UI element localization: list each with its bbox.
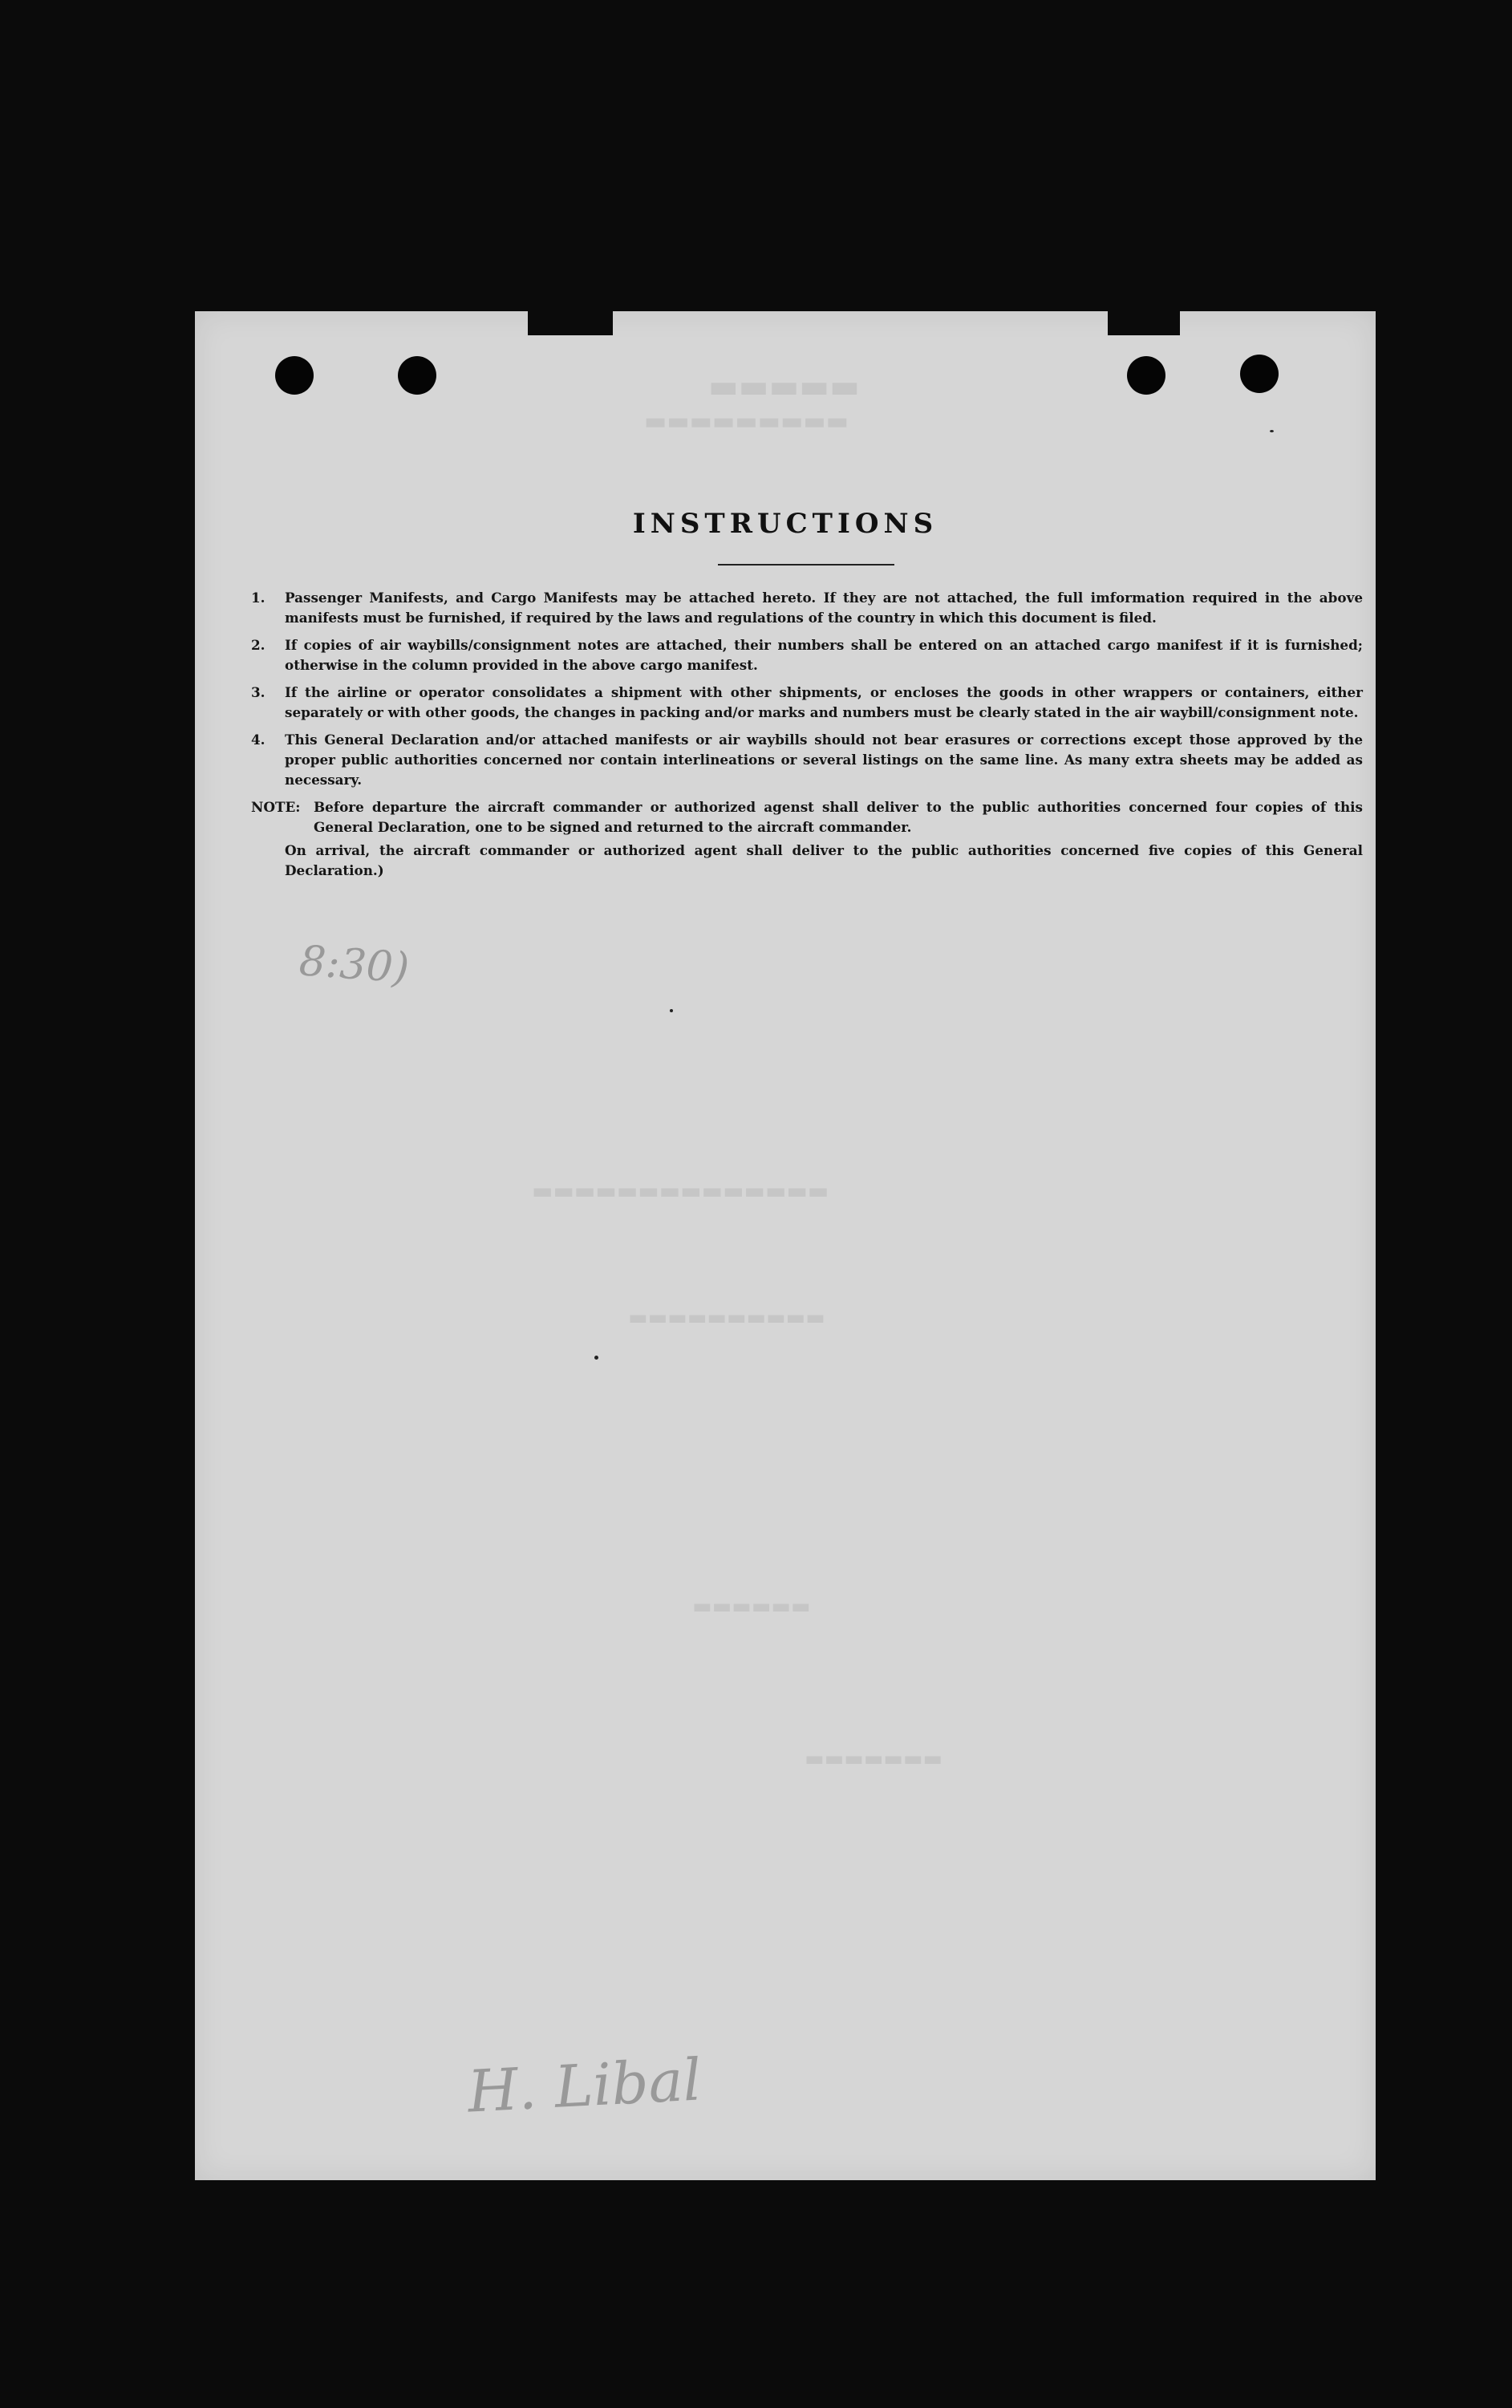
- bleed-through: ▬▬▬▬▬▬▬▬▬: [644, 407, 849, 436]
- document-page: [195, 311, 1376, 2180]
- bleed-through: ▬▬▬▬▬▬▬▬▬▬▬▬▬▬: [532, 1178, 829, 1204]
- punch-hole: [398, 356, 436, 395]
- punch-hole: [1127, 356, 1165, 395]
- bleed-through: ▬▬▬▬▬: [708, 367, 860, 405]
- instruction-item: [251, 635, 1363, 675]
- instruction-number: 4.: [251, 732, 266, 748]
- instructions-heading: INSTRUCTIONS: [632, 508, 938, 540]
- punch-hole: [275, 356, 314, 395]
- page-top-notch: [1108, 311, 1180, 335]
- instruction-number: 3.: [251, 684, 266, 700]
- heading-underline: [718, 564, 894, 566]
- instruction-item: [251, 730, 1363, 790]
- note-arrival-text: On arrival, the aircraft commander or authorized agent shall deliver to the public authorities concerned five copies of this General Declaration.): [285, 842, 1363, 878]
- punch-hole: [1240, 355, 1279, 393]
- note-block: [251, 797, 1363, 837]
- instruction-text: If the airline or operator consolidates a shipment with other shipments, or encloses the goods in other wrappers or containers, either separately or with other goods, the changes in packing and/or marks and numbers must be clearly stated in the air waybill/consignment note.: [285, 684, 1363, 720]
- bleed-through: ▬▬▬▬▬▬▬: [805, 1747, 942, 1771]
- paper-speck: [1270, 430, 1274, 432]
- instruction-text: This General Declaration and/or attached manifests or air waybills should not bear erasures or corrections except those approved by the proper public authorities concerned nor contain interlineations or several listings on the same line. As many extra sheets may be added as necessary.: [285, 732, 1363, 788]
- note-text: Before departure the aircraft commander or authorized agenst shall deliver to the public authorities concerned four copies of this General Declaration, one to be signed and returned to the aircraft commander.: [314, 799, 1363, 835]
- instructions-list: [251, 588, 1363, 881]
- paper-speck: [670, 1009, 673, 1012]
- paper-speck: [594, 1356, 598, 1360]
- instruction-number: 1.: [251, 590, 266, 606]
- instruction-text: Passenger Manifests, and Cargo Manifests may be attached hereto. If they are not attached, the full imformation required in the above manifests must be furnished, if required by the laws and regulations of the country in which this document is filed.: [285, 590, 1363, 626]
- handwritten-signature: H. Libal: [466, 2045, 703, 2126]
- page-top-notch: [528, 311, 613, 335]
- bleed-through: ▬▬▬▬▬▬▬▬▬▬: [628, 1306, 825, 1330]
- instruction-item: [251, 588, 1363, 628]
- bleed-through: ▬▬▬▬▬▬: [692, 1595, 811, 1619]
- note-label: NOTE:: [251, 799, 301, 815]
- instruction-number: 2.: [251, 637, 266, 653]
- instruction-text: If copies of air waybills/consignment notes are attached, their numbers shall be entered on an attached cargo manifest if it is furnished; otherwise in the column provided in the above cargo manifest.: [285, 637, 1363, 673]
- handwritten-note: 8:30): [298, 937, 411, 993]
- instruction-item: [251, 683, 1363, 723]
